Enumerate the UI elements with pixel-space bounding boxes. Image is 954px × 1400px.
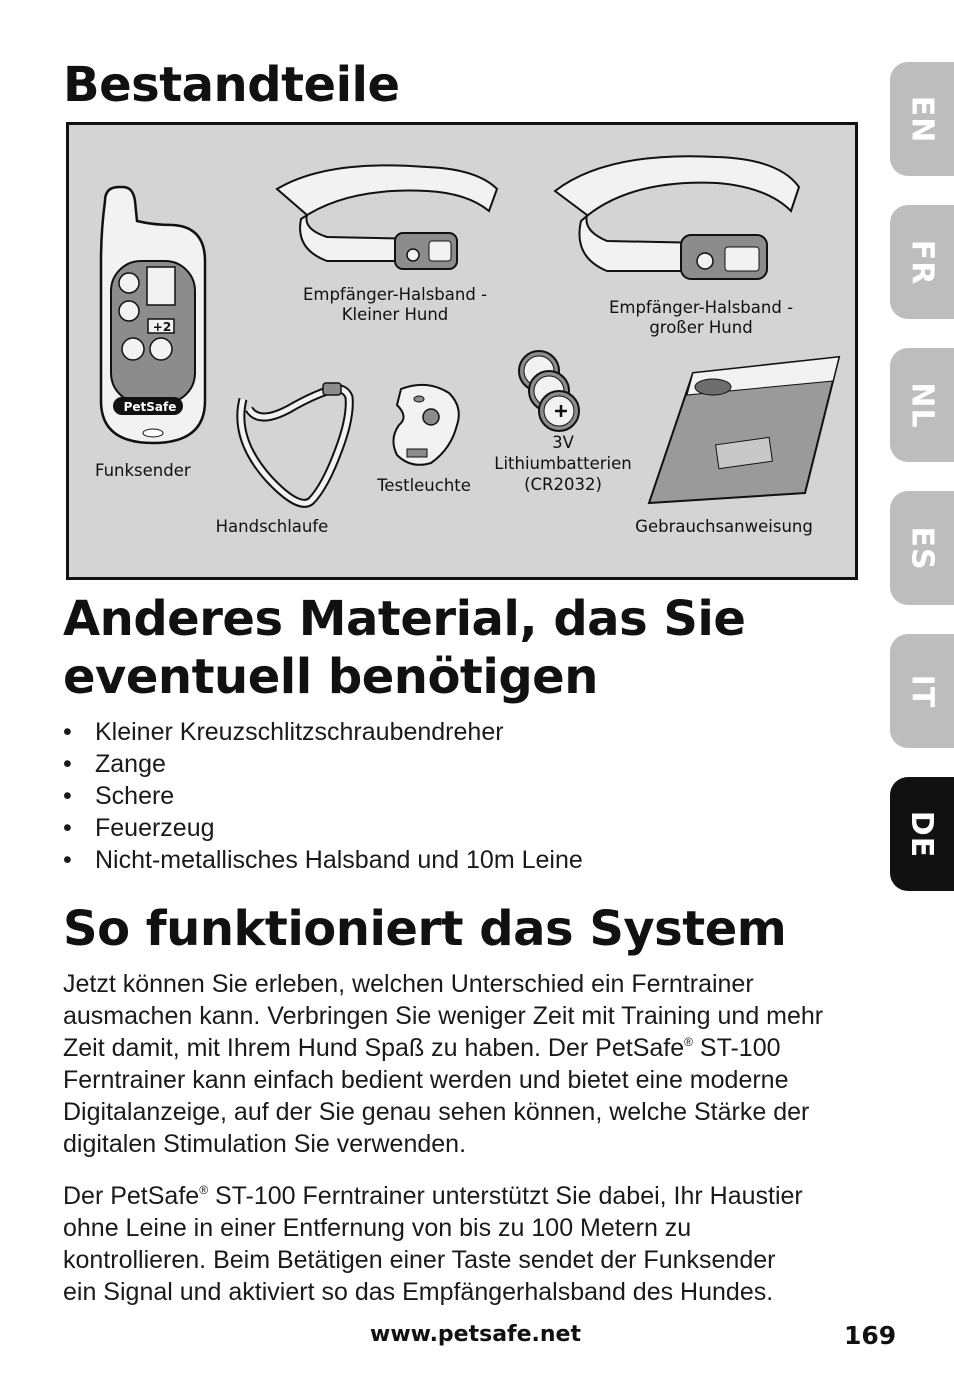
manual-illustration bbox=[647, 353, 847, 513]
page-number: 169 bbox=[844, 1321, 897, 1350]
transmitter-brand: PetSafe bbox=[123, 400, 177, 414]
list-item: • Zange bbox=[63, 750, 166, 778]
batteries-label-line3: (CR2032) bbox=[524, 475, 602, 494]
tab-it[interactable]: IT bbox=[890, 634, 954, 748]
transmitter-label: Funksender bbox=[95, 461, 191, 480]
material-list bbox=[63, 716, 583, 876]
large-collar-label-line2: großer Hund bbox=[649, 318, 753, 337]
material-title-line2: eventuell benötigen bbox=[63, 649, 598, 705]
lanyard-label: Handschlaufe bbox=[215, 517, 329, 536]
system-title: So funktioniert das System bbox=[63, 901, 787, 957]
batteries-label-line1: 3V bbox=[552, 433, 574, 452]
tab-de[interactable]: DE bbox=[890, 777, 954, 891]
intro-paragraph: Jetzt können Sie erleben, welchen Unterschied ein Ferntrainer ausmachen kann. Verbringen Sie weniger Zeit mit Training und mehr Zeit damit, mit Ihrem Hund Spaß zu haben. Der PetSafe® ST-100 Ferntrainer kann einfach bedient werden und bietet eine moderne Digitalanzeige, auf der Sie genau sehen können, welche Stärke der digitalen Stimulation Sie verwenden. bbox=[63, 970, 824, 1158]
test-light-illustration bbox=[387, 379, 467, 469]
batteries-illustration bbox=[501, 349, 591, 439]
batteries-label-line2: Lithiumbatterien bbox=[494, 454, 632, 473]
transmitter-level: +2 bbox=[152, 320, 172, 334]
components-figure bbox=[66, 122, 858, 580]
list-item: • Nicht-metallisches Halsband und 10m Leine bbox=[63, 846, 583, 874]
tab-nl[interactable]: NL bbox=[890, 348, 954, 462]
material-title bbox=[63, 590, 745, 706]
bullet-icon: • bbox=[63, 718, 72, 746]
bullet-icon: • bbox=[63, 814, 72, 842]
page-title: Bestandteile bbox=[63, 57, 400, 113]
bullet-icon: • bbox=[63, 782, 72, 810]
small-collar-label-line2: Kleiner Hund bbox=[341, 305, 449, 324]
large-collar-label-line1: Empfänger-Halsband - bbox=[608, 298, 794, 317]
tab-es[interactable]: ES bbox=[890, 491, 954, 605]
list-item: • Kleiner Kreuzschlitzschraubendreher bbox=[63, 718, 504, 746]
small-collar-label-line1: Empfänger-Halsband - bbox=[302, 285, 488, 304]
material-title-line1: Anderes Material, das Sie bbox=[63, 591, 746, 647]
manual-label: Gebrauchsanweisung bbox=[635, 517, 813, 536]
system-paragraph: Der PetSafe® ST-100 Ferntrainer unterstützt Sie dabei, Ihr Haustier ohne Leine in einer Entfernung von bis zu 100 Metern zu kontrollieren. Beim Betätigen einer Taste sendet der Funksender ein Signal und aktiviert so das Empfängerhalsband des Hundes. bbox=[63, 1182, 803, 1306]
list-item: • Feuerzeug bbox=[63, 814, 215, 842]
small-collar-illustration bbox=[267, 159, 507, 279]
test-light-label: Testleuchte bbox=[377, 476, 471, 495]
lanyard-illustration bbox=[229, 379, 369, 519]
tab-en[interactable]: EN bbox=[890, 62, 954, 176]
bullet-icon: • bbox=[63, 750, 72, 778]
large-collar-illustration bbox=[547, 147, 807, 287]
tab-fr[interactable]: FR bbox=[890, 205, 954, 319]
list-item: • Schere bbox=[63, 782, 175, 810]
bullet-icon: • bbox=[63, 846, 72, 874]
footer-url[interactable]: www.petsafe.net bbox=[370, 1322, 581, 1347]
